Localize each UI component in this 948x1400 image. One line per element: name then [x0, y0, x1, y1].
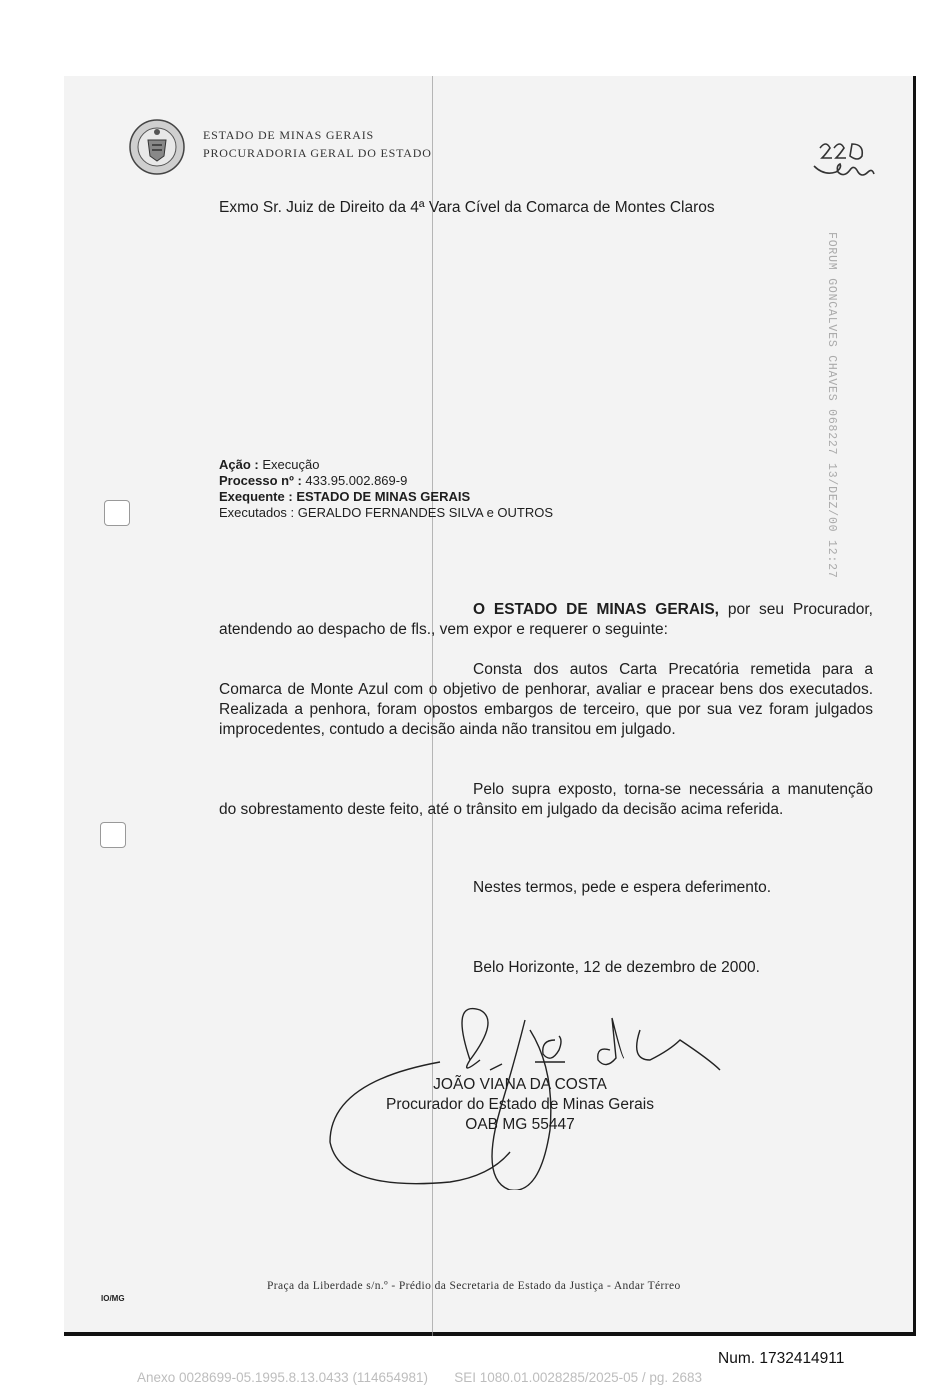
header-line-2: PROCURADORIA GERAL DO ESTADO [203, 146, 432, 160]
handwritten-signature [320, 1000, 740, 1190]
document-number: Num. 1732414911 [718, 1350, 845, 1367]
case-process [219, 473, 407, 490]
defendants-label: Executados : [219, 505, 295, 520]
paragraph-3-text: Pelo supra exposto, torna-se necessária a manutenção do sobrestamento deste feito, até o trânsito em julgado da decisão acima referida. [219, 781, 873, 818]
paragraph-2 [219, 660, 873, 740]
paragraph-1-bold: O ESTADO DE MINAS GERAIS, [473, 601, 719, 618]
paragraph-1 [219, 600, 873, 640]
action-value: Execução [262, 457, 320, 472]
process-value: 433.95.002.869-9 [305, 473, 408, 488]
header-line-1: ESTADO DE MINAS GERAIS [203, 128, 374, 142]
case-defendants [219, 505, 553, 522]
process-label: Processo nº : [219, 473, 302, 488]
annex-reference: Anexo 0028699-05.1995.8.13.0433 (114654981) SEI 1080.01.0028285/2025-05 / pg. 2683 [137, 1370, 702, 1385]
plaintiff-label: Exequente : [219, 489, 293, 504]
signatory-name: JOÃO VIANA DA COSTA [433, 1076, 607, 1093]
court-stamp: FORUM GONCALVES CHAVES 068227 13/DEZ/00 12:27 [825, 232, 838, 579]
defendants-value: GERALDO FERNANDES SILVA e OUTROS [297, 505, 554, 520]
place-date [219, 958, 873, 978]
punch-hole-top [104, 500, 130, 526]
plaintiff-value: ESTADO DE MINAS GERAIS [296, 489, 471, 504]
handwritten-note [812, 138, 892, 188]
coat-of-arms-icon [128, 118, 186, 176]
signatory-oab: OAB MG 55447 [465, 1116, 575, 1133]
paragraph-3 [219, 780, 873, 820]
paragraph-4-text: Nestes termos, pede e espera deferimento. [473, 879, 772, 896]
punch-hole-bottom [100, 822, 126, 848]
place-date-text: Belo Horizonte, 12 de dezembro de 2000. [473, 959, 760, 976]
paragraph-2-text: Consta dos autos Carta Precatória remetida para a Comarca de Monte Azul com o objetivo de penhorar, avaliar e pracear bens dos executados. Realizada a penhora, foram opostos embargos de terceiro, que por sua vez foram julgados improcedentes, contudo a decisão ainda não transitou em julgado. [219, 661, 873, 738]
paragraph-4 [219, 878, 873, 898]
paragraph-1-text: por seu Procurador, atendendo ao despacho de fls., vem expor e requerer o seguinte: [219, 601, 873, 638]
footer-address: Praça da Liberdade s/n.º - Prédio da Secretaria de Estado da Justiça - Andar Térreo [267, 1280, 681, 1292]
case-action [219, 457, 319, 474]
action-label: Ação : [219, 457, 259, 472]
addressee: Exmo Sr. Juiz de Direito da 4ª Vara Cível da Comarca de Montes Claros [219, 199, 715, 216]
form-code: IO/MG [101, 1294, 125, 1303]
case-plaintiff [219, 489, 470, 506]
signatory-title: Procurador do Estado de Minas Gerais [386, 1096, 654, 1113]
